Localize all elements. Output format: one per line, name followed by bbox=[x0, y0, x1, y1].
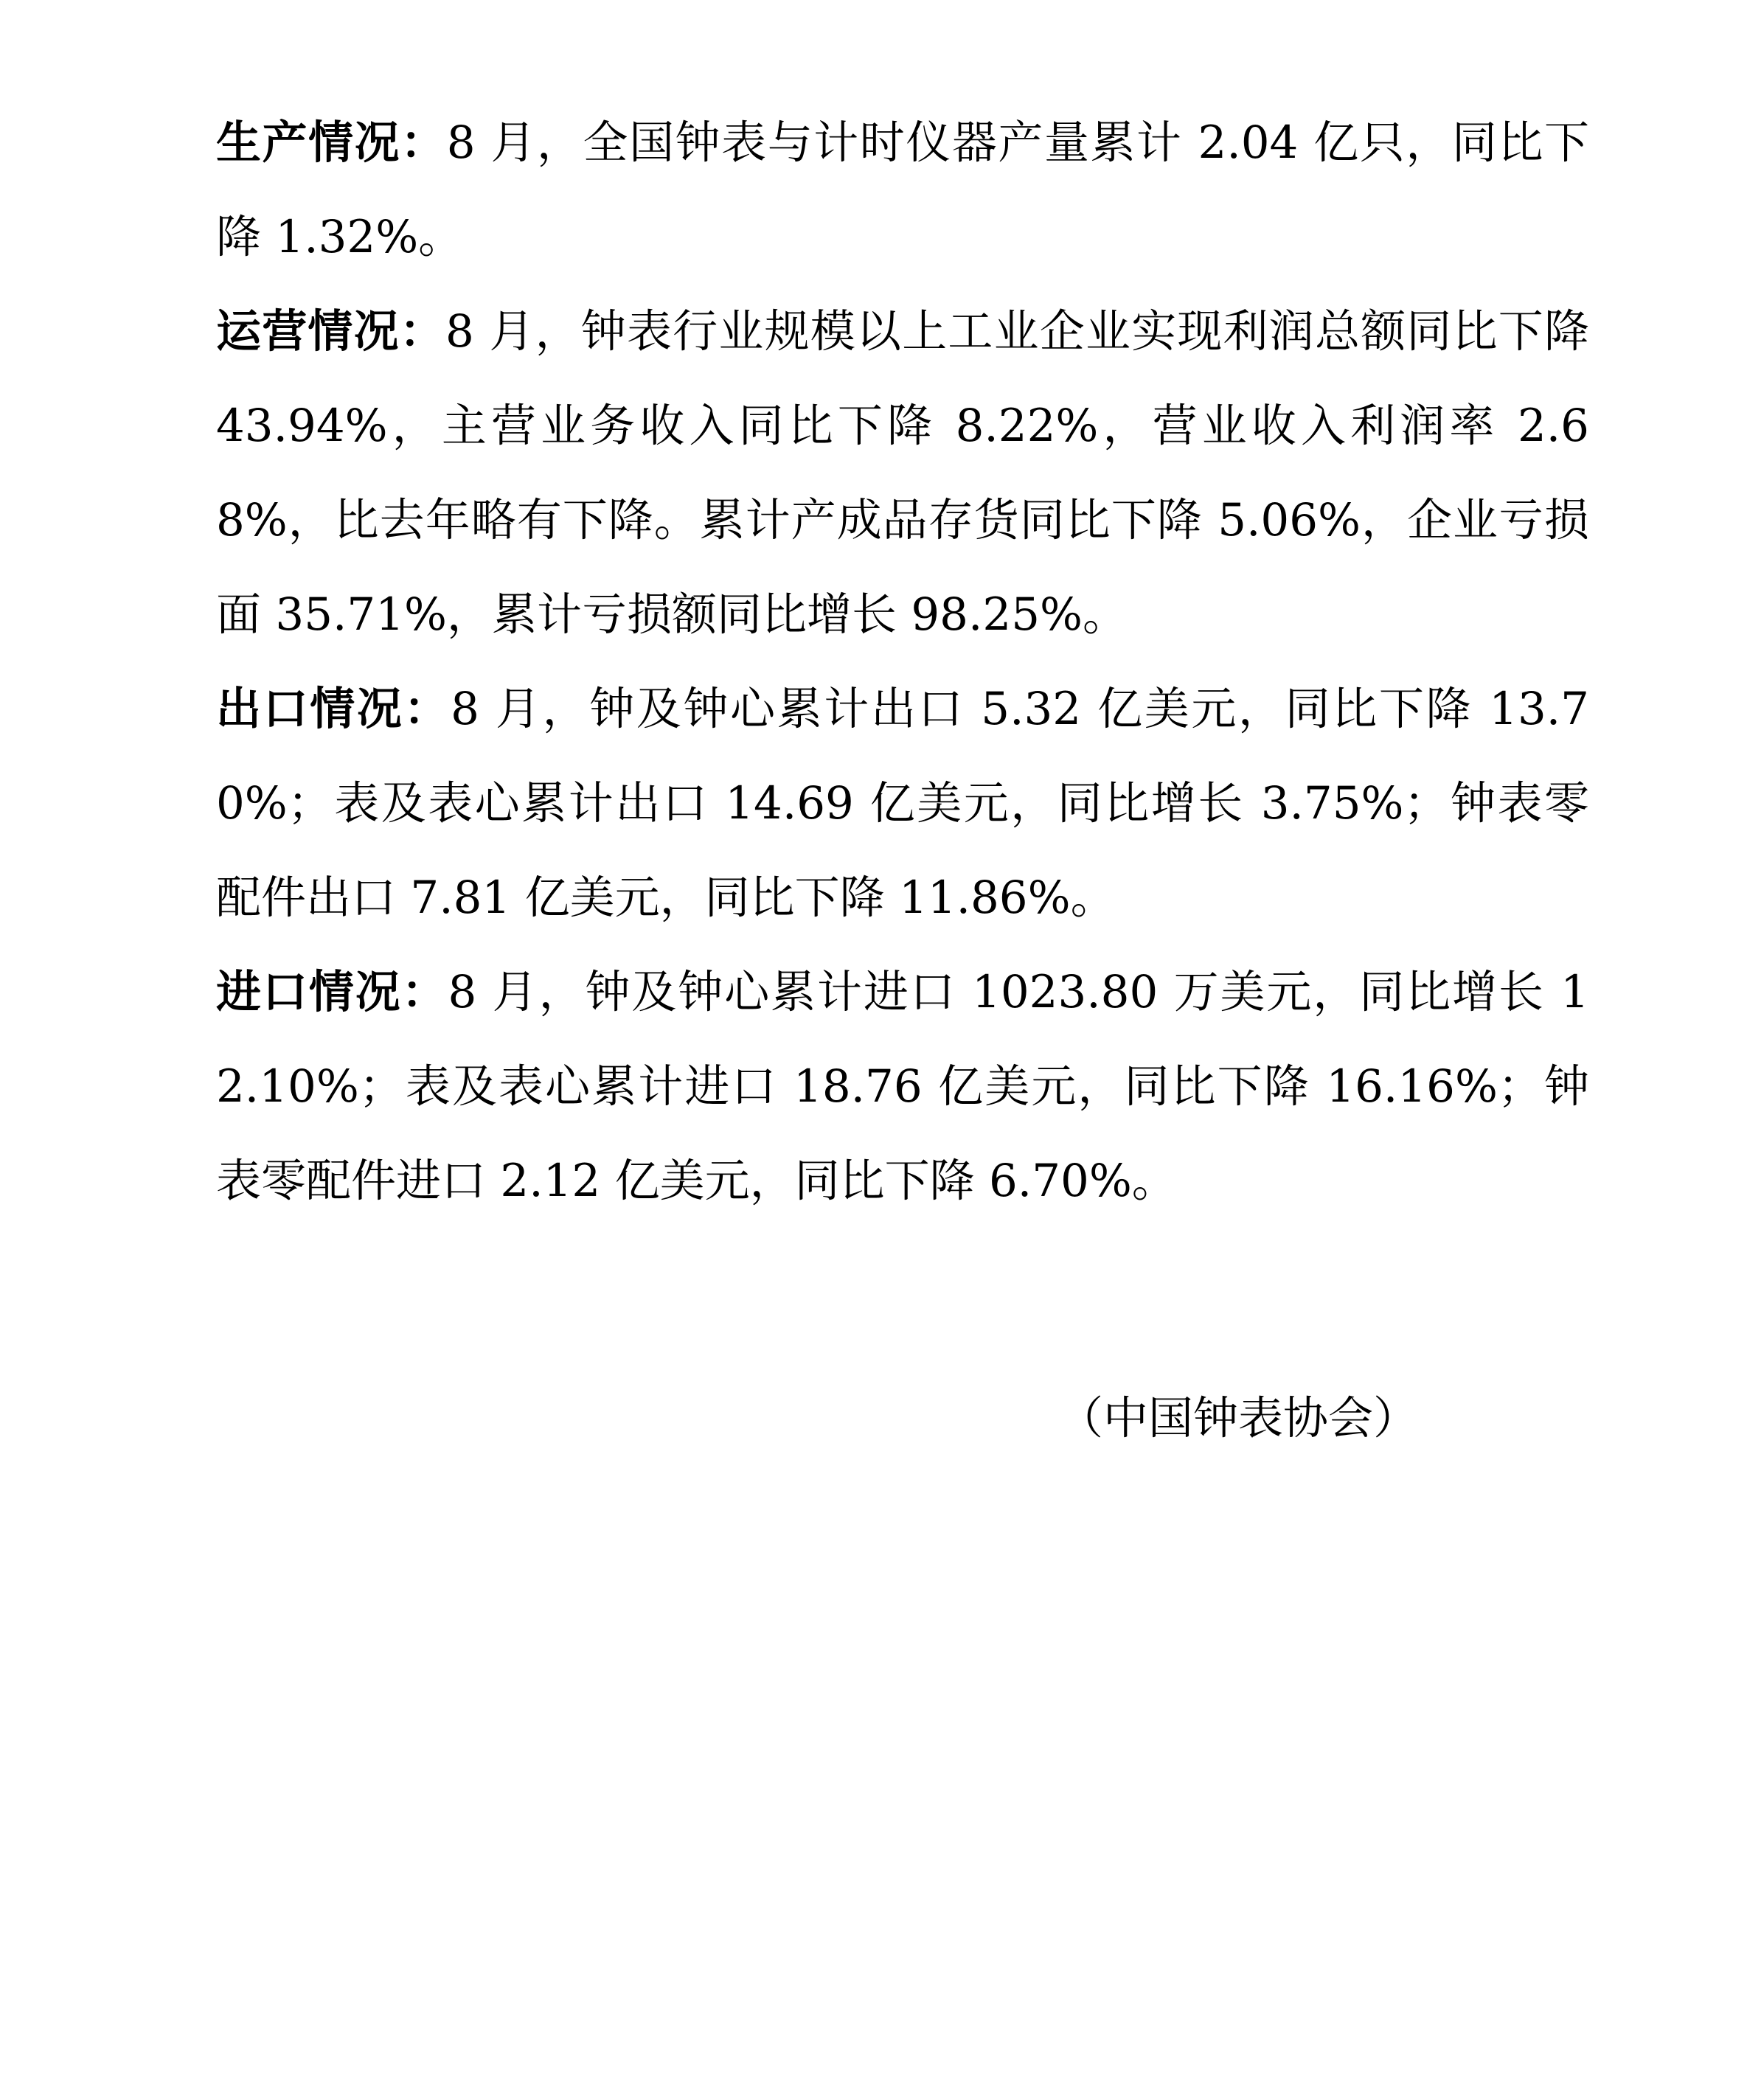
paragraph-text: 8 月，全国钟表与计时仪器产量累计 2.04 亿只，同比下降 1.32%。 bbox=[216, 117, 1589, 263]
paragraph-text: 8 月，钟及钟心累计出口 5.32 亿美元，同比下降 13.70%；表及表心累计出口 14.69 亿美元，同比增长 3.75%；钟表零配件出口 7.81 亿美元，同比下降 11.86%。 bbox=[216, 683, 1589, 924]
paragraph-text: 8 月，钟及钟心累计进口 1023.80 万美元，同比增长 12.10%；表及表心累计进口 18.76 亿美元，同比下降 16.16%；钟表零配件进口 2.12 亿美元，同比下降 6.70%。 bbox=[216, 966, 1589, 1207]
paragraph-operations bbox=[216, 285, 1589, 662]
paragraph-lead: 进口情况： bbox=[216, 966, 448, 1018]
paragraph-imports bbox=[216, 945, 1589, 1228]
paragraph-exports bbox=[216, 662, 1589, 945]
paragraph-text: 8 月，钟表行业规模以上工业企业实现利润总额同比下降 43.94%，主营业务收入同比下降 8.22%，营业收入利润率 2.68%，比去年略有下降。累计产成品存货同比下降 5.06%，企业亏损面 35.71%，累计亏损额同比增长 98.25%。 bbox=[216, 305, 1589, 641]
source-attribution: （中国钟表协会） bbox=[1058, 1392, 1419, 1444]
paragraph-production bbox=[216, 96, 1589, 285]
paragraph-lead: 生产情况： bbox=[216, 117, 447, 169]
paragraph-lead: 运营情况： bbox=[216, 305, 445, 358]
document-body bbox=[216, 96, 1589, 1228]
paragraph-lead: 出口情况： bbox=[216, 683, 451, 735]
